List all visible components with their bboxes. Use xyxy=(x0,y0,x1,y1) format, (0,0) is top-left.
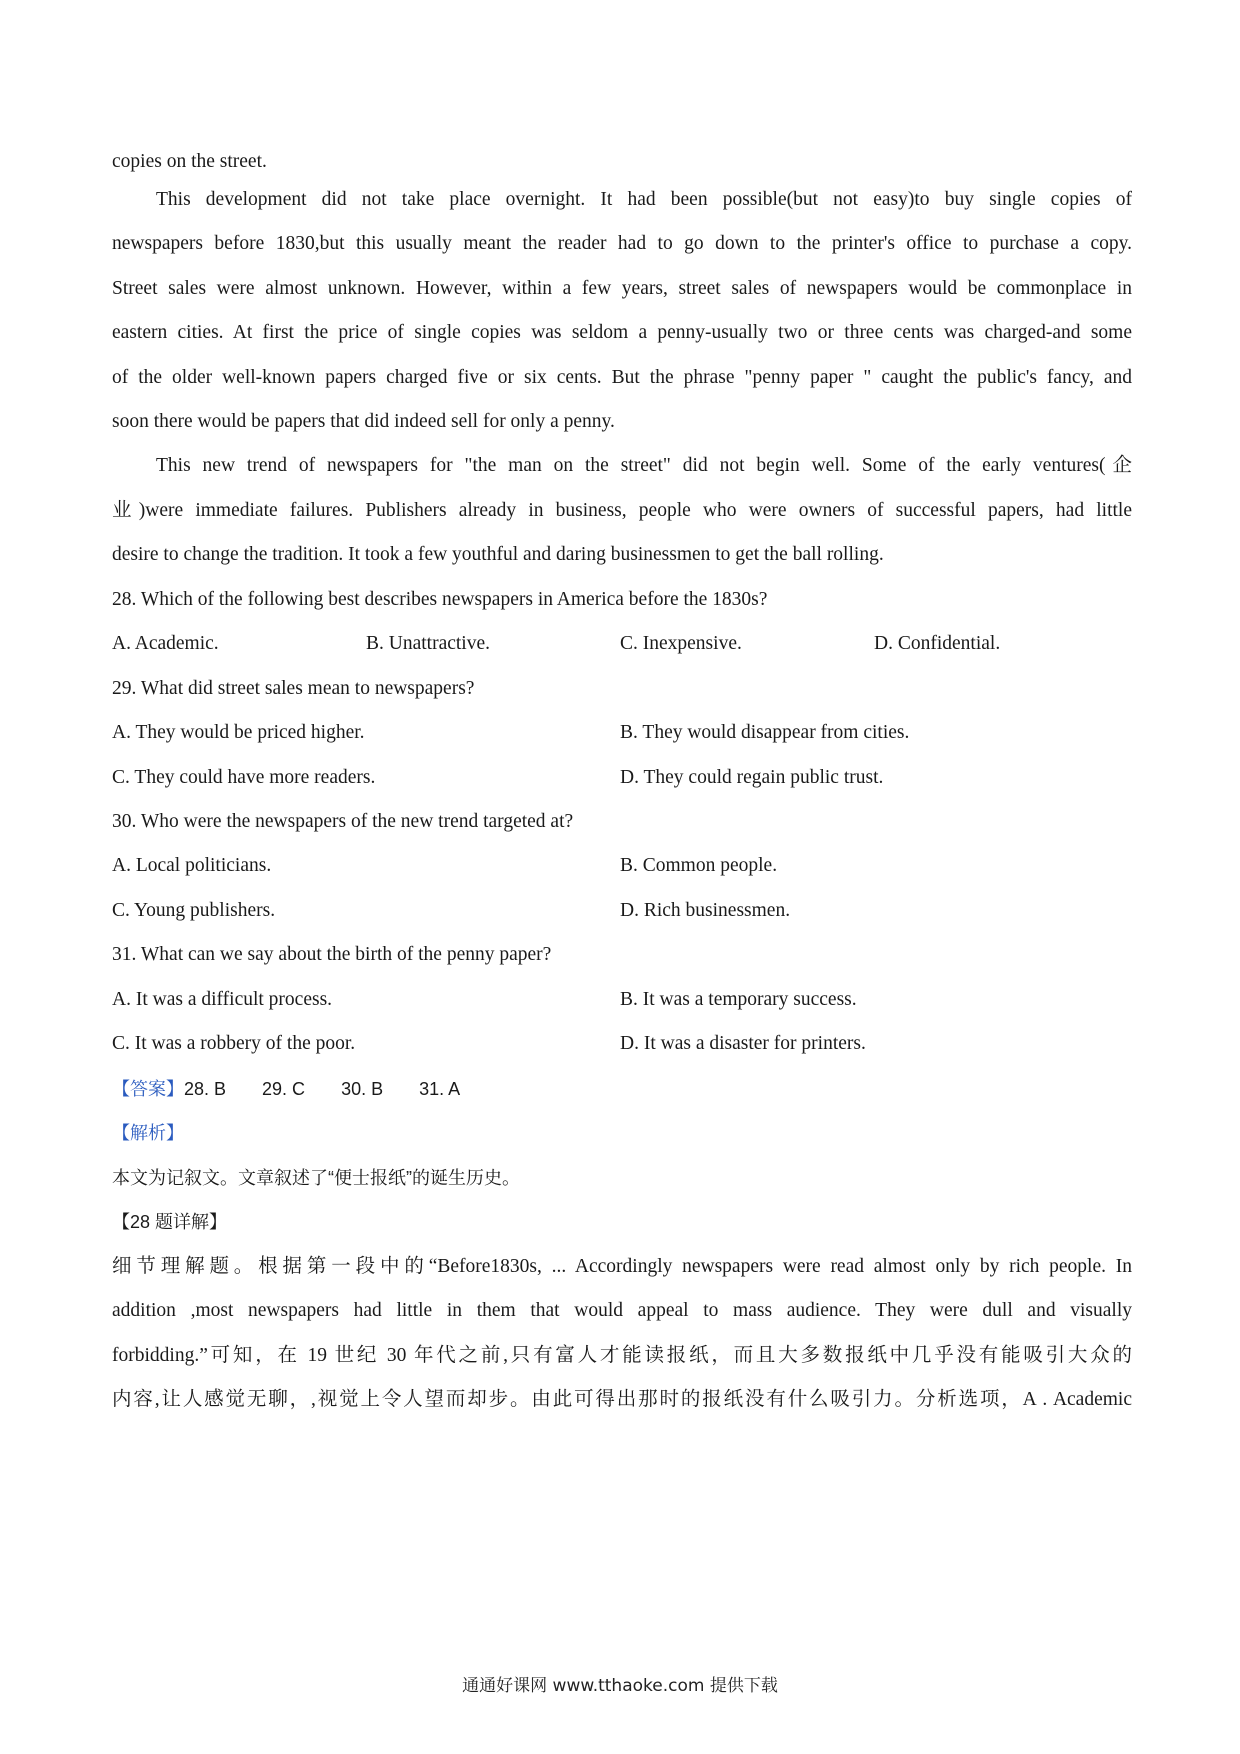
analysis-label: 【解析】 xyxy=(112,1123,184,1143)
option: C. They could have more readers. xyxy=(112,767,376,788)
option: C. It was a robbery of the poor. xyxy=(112,1033,356,1054)
question-stem: 31. What can we say about the birth of the penny paper? xyxy=(112,944,552,965)
passage-line: eastern cities. At first the price of single copies was seldom a penny-usually two or three cents was charged-and some xyxy=(112,322,1132,343)
q28-detail-label: 【28 题详解】 xyxy=(112,1212,228,1232)
passage-line: of the older well-known papers charged five or six cents. But the phrase "penny paper " caught the public's fancy, and xyxy=(112,367,1132,388)
option: A. It was a difficult process. xyxy=(112,989,333,1010)
answer-line xyxy=(112,1077,460,1101)
analysis-summary: 本文为记叙文。文章叙述了“便士报纸”的诞生历史。 xyxy=(112,1168,520,1188)
option: D. It was a disaster for printers. xyxy=(620,1033,866,1054)
option: B. It was a temporary success. xyxy=(620,989,857,1010)
option: C. Young publishers. xyxy=(112,900,276,921)
question-stem: 29. What did street sales mean to newspapers? xyxy=(112,678,475,699)
analysis-line: 细节理解题。根据第一段中的“Before1830s, ... Accordingly newspapers were read almost only by rich people. In xyxy=(112,1256,1132,1277)
answer-item: 31. A xyxy=(419,1079,461,1099)
analysis-line: addition ,most newspapers had little in them that would appeal to mass audience. They were dull and visually xyxy=(112,1300,1132,1321)
question-stem: 30. Who were the newspapers of the new trend targeted at? xyxy=(112,811,574,832)
option: B. They would disappear from cities. xyxy=(620,722,910,743)
option: A. Academic. xyxy=(112,633,219,654)
passage-line: Street sales were almost unknown. However, within a few years, street sales of newspapers would be commonplace in xyxy=(112,278,1132,299)
option: A. They would be priced higher. xyxy=(112,722,365,743)
option: B. Common people. xyxy=(620,855,778,876)
passage-line: 业)were immediate failures. Publishers already in business, people who were owners of successful papers, had little xyxy=(112,500,1132,521)
analysis-line: 内容,让人感觉无聊，,视觉上令人望而却步。由此可得出那时的报纸没有什么吸引力。分析选项，A . Academic xyxy=(112,1389,1132,1410)
passage-line: This new trend of newspapers for "the man on the street" did not begin well. Some of the early ventures(企 xyxy=(156,455,1132,476)
answer-item: 29. C xyxy=(262,1079,306,1099)
answer-item: 30. B xyxy=(341,1079,384,1099)
page-footer: 通通好课网 www.tthaoke.com 提供下载 xyxy=(462,1676,778,1696)
answer-label: 【答案】 xyxy=(112,1079,184,1099)
passage-line: This development did not take place overnight. It had been possible(but not easy)to buy single copies of xyxy=(156,189,1132,210)
passage-line: newspapers before 1830,but this usually meant the reader had to go down to the printer's office to purchase a copy. xyxy=(112,233,1132,254)
passage-line: soon there would be papers that did indeed sell for only a penny. xyxy=(112,411,615,432)
question-stem: 28. Which of the following best describes newspapers in America before the 1830s? xyxy=(112,589,768,610)
option: D. They could regain public trust. xyxy=(620,767,884,788)
answer-item: 28. B xyxy=(184,1079,227,1099)
option: D. Confidential. xyxy=(874,633,1001,654)
option: A. Local politicians. xyxy=(112,855,272,876)
option: B. Unattractive. xyxy=(366,633,490,654)
passage-line: desire to change the tradition. It took a few youthful and daring businessmen to get the ball rolling. xyxy=(112,544,884,565)
analysis-line: forbidding.”可知，在 19 世纪 30 年代之前,只有富人才能读报纸，而且大多数报纸中几乎没有能吸引大众的 xyxy=(112,1345,1132,1366)
passage-line: copies on the street. xyxy=(112,151,267,172)
option: D. Rich businessmen. xyxy=(620,900,791,921)
option: C. Inexpensive. xyxy=(620,633,742,654)
